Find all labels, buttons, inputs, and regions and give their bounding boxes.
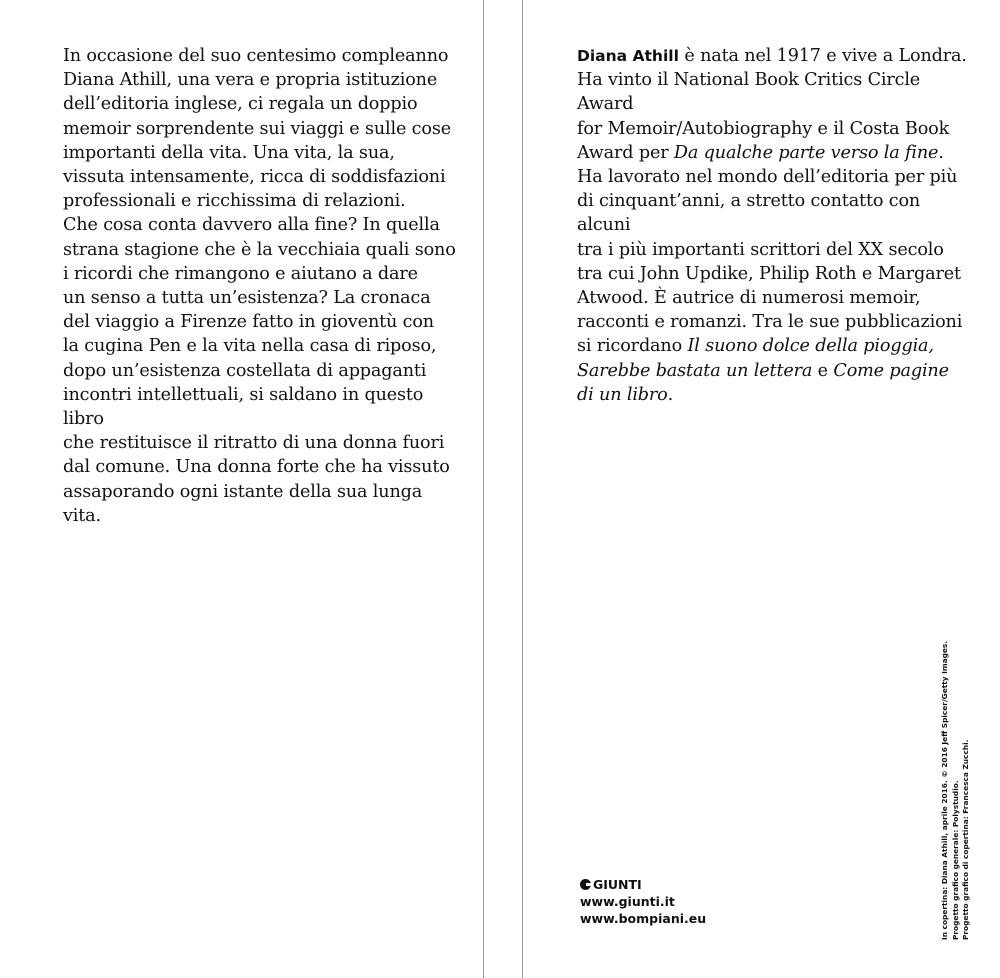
giunti-logo-icon: [580, 879, 591, 890]
credit-cover-design: Progetto grafico di copertina: Francesca Zucchi.: [961, 739, 970, 940]
publisher-url-giunti: www.giunti.it: [580, 894, 675, 909]
publisher-logo-text: GIUNTI: [593, 877, 642, 892]
credit-design: Progetto grafico generale: Polystudio.: [950, 780, 960, 940]
publisher-url-bompiani: www.bompiani.eu: [580, 911, 707, 926]
book-title-1: Da qualche parte verso la fine: [673, 142, 939, 163]
credits-block: [940, 640, 1000, 940]
bio-text-1: è nata nel 1917 e vive a Londra. Ha vinto il National Book Critics Circle Award for Memoir/Autobiography e il Costa Book Award per: [577, 46, 967, 163]
book-blurb: In occasione del suo centesimo compleanno Diana Athill, una vera e propria istituzione dell’editoria inglese, ci regala un doppio memoir sorprendente sui viaggi e sulle cose importanti della vita. Una vita, la sua, vissuta intensamente, ricca di soddisfazioni professionali e ricchissima di relazioni. Che cosa conta davvero alla fine? In quella strana stagione che è la vecchiaia quali sono i ricordi che rimangono e aiutano a dare un senso a tutta un’esistenza? La cronaca del viaggio a Firenze fatto in gioventù con la cugina Pen e la vita nella casa di riposo, dopo un’esistenza costellata di appaganti incontri intellettuali, si saldano in questo libro che restituisce il ritratto di una donna fuori dal comune. Una donna forte che ha vissuto assaporando ogni istante della sua lunga vita.: [63, 46, 456, 526]
book-title-2: Il suono dolce della pioggia, Sarebbe bastata un lettera: [577, 336, 934, 381]
book-title-3: Come pagine di un libro: [577, 360, 949, 405]
publisher-block: [580, 876, 706, 927]
author-name: Diana Athill: [577, 47, 679, 65]
fold-line-left: [483, 0, 484, 978]
bio-text-3: e: [812, 360, 834, 381]
credit-cover-photo: In copertina: Diana Athill, aprile 2016. © 2016 Jeff Spicer/Getty Images.: [940, 640, 949, 940]
fold-line-right: [522, 0, 523, 978]
bio-text-2: . Ha lavorato nel mondo dell’editoria per più di cinquant’anni, a stretto contatto con alcuni tra i più importanti scrittori del XX secolo tra cui John Updike, Philip Roth e Margaret Atwood. È autrice di numerosi memoir, racconti e romanzi. Tra le sue pubblicazioni si ricordano: [577, 142, 963, 357]
publisher-logo: [580, 876, 706, 893]
bio-text-4: .: [667, 384, 674, 405]
author-bio: [577, 44, 967, 407]
